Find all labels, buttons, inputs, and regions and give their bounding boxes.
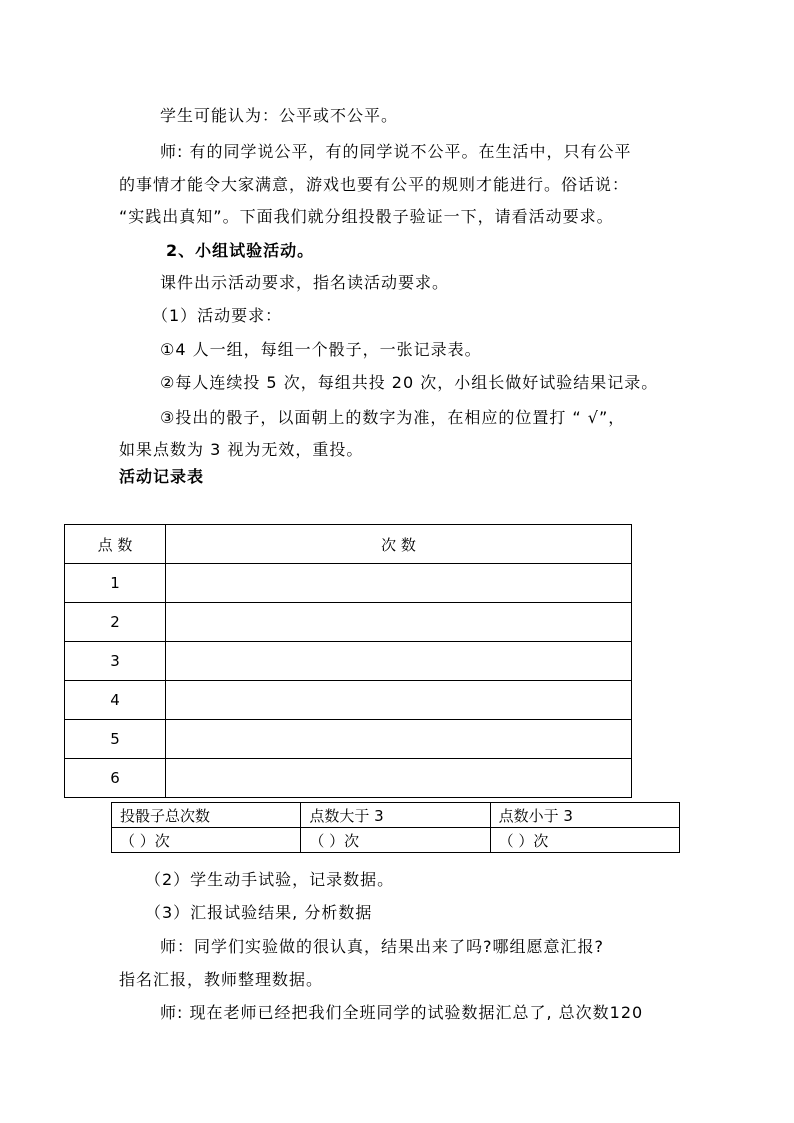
header-times: 次 数 bbox=[166, 525, 632, 564]
record-table bbox=[64, 524, 632, 798]
line-5: 课件出示活动要求，指名读活动要求。 bbox=[160, 273, 450, 292]
summary-value: （ ）次 bbox=[490, 828, 679, 853]
record-cell bbox=[166, 681, 632, 720]
record-cell bbox=[166, 642, 632, 681]
line-7: ①4 人一组，每组一个骰子，一张记录表。 bbox=[160, 340, 482, 359]
summary-value: （ ）次 bbox=[301, 828, 490, 853]
line-0: 学生可能认为：公平或不公平。 bbox=[160, 106, 399, 125]
row-label: 6 bbox=[65, 759, 166, 798]
row-label: 1 bbox=[65, 564, 166, 603]
row-label: 5 bbox=[65, 720, 166, 759]
summary-header: 投骰子总次数 bbox=[112, 803, 301, 828]
after-line-1: （3）汇报试验结果, 分析数据 bbox=[145, 903, 373, 922]
header-points: 点 数 bbox=[65, 525, 166, 564]
summary-header: 点数小于 3 bbox=[490, 803, 679, 828]
line-6: （1）活动要求： bbox=[152, 306, 283, 325]
record-cell bbox=[166, 564, 632, 603]
row-label: 4 bbox=[65, 681, 166, 720]
line-3: “实践出真知”。下面我们就分组投骰子验证一下，请看活动要求。 bbox=[119, 207, 614, 226]
after-line-3: 指名汇报，教师整理数据。 bbox=[119, 970, 324, 989]
after-line-4: 师: 现在老师已经把我们全班同学的试验数据汇总了, 总次数120 bbox=[160, 1003, 644, 1022]
row-label: 3 bbox=[65, 642, 166, 681]
summary-header: 点数大于 3 bbox=[301, 803, 490, 828]
summary-table bbox=[111, 802, 680, 853]
record-cell bbox=[166, 603, 632, 642]
line-8: ②每人连续投 5 次，每组共投 20 次，小组长做好试验结果记录。 bbox=[160, 373, 659, 392]
table-title: 活动记录表 bbox=[119, 467, 205, 486]
after-line-2: 师：同学们实验做的很认真，结果出来了吗?哪组愿意汇报? bbox=[160, 937, 604, 956]
record-cell bbox=[166, 759, 632, 798]
line-9: ③投出的骰子，以面朝上的数字为准，在相应的位置打 “ √”， bbox=[160, 408, 626, 427]
line-10: 如果点数为 3 视为无效，重投。 bbox=[119, 440, 364, 459]
row-label: 2 bbox=[65, 603, 166, 642]
section-heading: 2、小组试验活动。 bbox=[166, 241, 315, 260]
after-line-0: （2）学生动手试验，记录数据。 bbox=[145, 870, 395, 889]
line-2: 的事情才能令大家满意，游戏也要有公平的规则才能进行。俗话说： bbox=[119, 175, 630, 194]
line-1: 师: 有的同学说公平，有的同学说不公平。在生活中，只有公平 bbox=[160, 142, 632, 161]
record-cell bbox=[166, 720, 632, 759]
summary-value: （ ）次 bbox=[112, 828, 301, 853]
